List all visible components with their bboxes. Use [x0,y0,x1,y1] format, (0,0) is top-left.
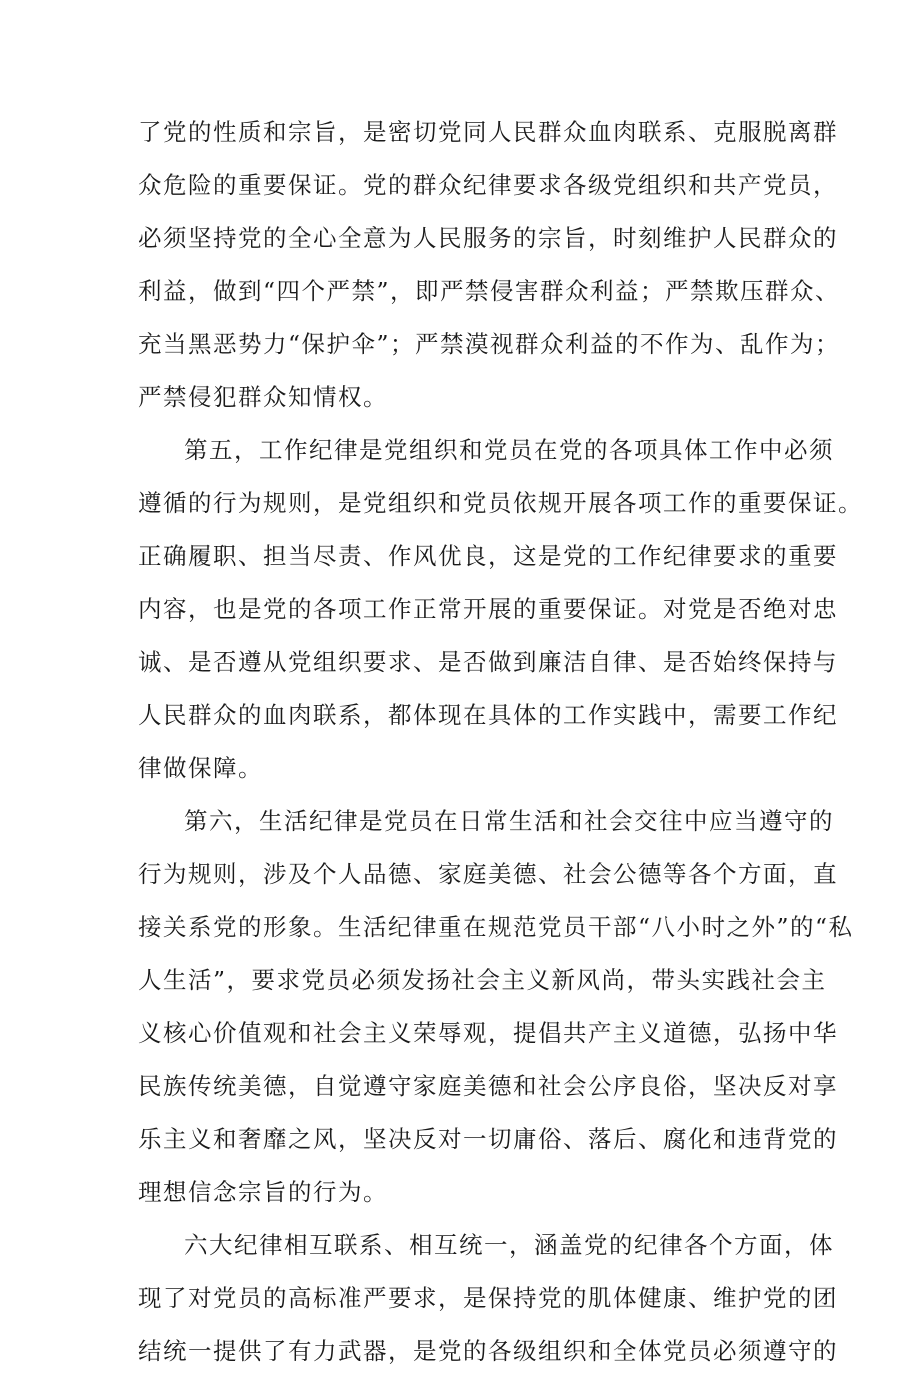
text-line: 律做保障。 [138,754,263,782]
document-body [138,106,863,1378]
text-line: 人民群众的血肉联系，都体现在具体的工作实践中，需要工作纪 [138,701,838,729]
text-line: 内容，也是党的各项工作正常开展的重要保证。对党是否绝对忠 [138,595,838,623]
text-line: 众危险的重要保证。党的群众纪律要求各级党组织和共产党员， [138,171,838,199]
text-line: 结统一提供了有力武器，是党的各级组织和全体党员必须遵守的 [138,1337,838,1365]
text-line: 了党的性质和宗旨，是密切党同人民群众血肉联系、克服脱离群 [138,118,838,146]
text-line: 六大纪律相互联系、相互统一，涵盖党的纪律各个方面，体 [184,1231,834,1259]
text-line: 行为规则，涉及个人品德、家庭美德、社会公德等各个方面，直 [138,860,838,888]
text-line: 理想信念宗旨的行为。 [138,1178,388,1206]
text-line: 现了对党员的高标准严要求，是保持党的肌体健康、维护党的团 [138,1284,838,1312]
paragraph-work-discipline [138,424,863,795]
text-line: 乐主义和奢靡之风，坚决反对一切庸俗、落后、腐化和违背党的 [138,1125,838,1153]
text-line: 遵循的行为规则，是党组织和党员依规开展各项工作的重要保证。 [138,489,863,517]
paragraph-mass-discipline-continued [138,106,841,424]
paragraph-six-disciplines [138,1219,838,1378]
text-line: 利益，做到“四个严禁”，即严禁侵害群众利益；严禁欺压群众、 [138,277,841,305]
text-line: 义核心价值观和社会主义荣辱观，提倡共产主义道德，弘扬中华 [138,1019,838,1047]
text-line: 正确履职、担当尽责、作风优良，这是党的工作纪律要求的重要 [138,542,838,570]
text-line: 充当黑恶势力“保护伞”；严禁漠视群众利益的不作为、乱作为； [138,330,841,358]
text-line: 第五，工作纪律是党组织和党员在党的各项具体工作中必须 [184,436,834,464]
text-line: 接关系党的形象。生活纪律重在规范党员干部“八小时之外”的“私 [138,913,854,941]
text-line: 民族传统美德，自觉遵守家庭美德和社会公序良俗，坚决反对享 [138,1072,838,1100]
text-line: 第六，生活纪律是党员在日常生活和社会交往中应当遵守的 [184,807,834,835]
text-line: 必须坚持党的全心全意为人民服务的宗旨，时刻维护人民群众的 [138,224,838,252]
text-line: 诚、是否遵从党组织要求、是否做到廉洁自律、是否始终保持与 [138,648,838,676]
text-line: 严禁侵犯群众知情权。 [138,383,388,411]
text-line: 人生活”，要求党员必须发扬社会主义新风尚，带头实践社会主 [138,966,827,994]
paragraph-life-discipline [138,795,854,1219]
